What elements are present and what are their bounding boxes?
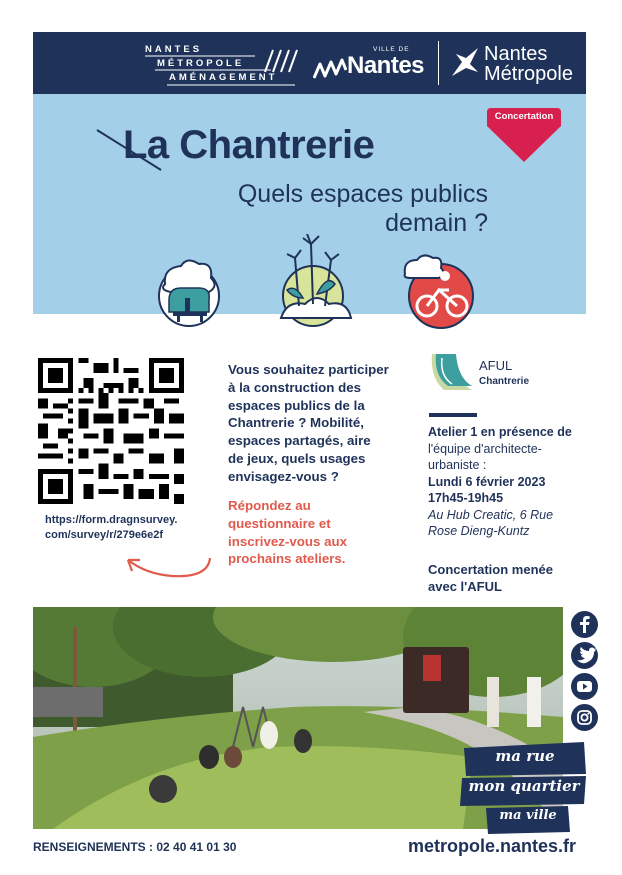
intro-line: espaces publics de la: [228, 397, 365, 413]
page-title: La Chantrerie: [123, 123, 375, 167]
header-banner: [33, 32, 586, 94]
tag-mon-quartier: mon quartier: [468, 777, 580, 795]
concertation-note: [428, 561, 588, 595]
nantes-waves-icon: [313, 58, 347, 82]
subtitle-line-2: demain ?: [385, 209, 488, 237]
ville-de-nantes-logo: [313, 44, 433, 84]
cta-line: Répondez au: [228, 498, 311, 513]
qr-code-icon[interactable]: [38, 358, 184, 504]
cta-line: questionnaire et: [228, 515, 331, 531]
atelier-line: Atelier 1 en présence de: [428, 425, 572, 439]
aful-sub: Chantrerie: [479, 376, 530, 387]
logo-divider: [438, 41, 439, 85]
nma-line-3: AMÉNAGEMENT: [169, 72, 278, 83]
nma-logo: [145, 42, 293, 86]
atelier-block: [428, 424, 588, 540]
cyclist-illustration-icon: [401, 250, 483, 334]
survey-url-line-1[interactable]: https://form.dragnsurvey.: [45, 514, 178, 526]
curved-arrow-icon: [120, 540, 220, 582]
atelier-place-line: Au Hub Creatic, 6 Rue: [428, 507, 554, 522]
intro-line: à la construction des: [228, 379, 362, 395]
nm-line-2: Métropole: [484, 63, 573, 85]
survey-url[interactable]: [45, 513, 177, 543]
cta-line: inscrivez-vous aux: [228, 533, 347, 549]
atelier-line: urbaniste :: [428, 458, 487, 472]
concertation-line: avec l'AFUL: [428, 579, 502, 594]
hero-panel: [33, 94, 586, 314]
instagram-icon[interactable]: [571, 704, 598, 731]
atelier-line: l'équipe d'architecte-: [428, 441, 542, 456]
nantes-metropole-logo: [448, 40, 588, 88]
cta-line: prochains ateliers.: [228, 551, 346, 567]
tree-bench-illustration-icon: [151, 254, 231, 334]
intro-line: Chantrerie ? Mobilité,: [228, 415, 364, 431]
aful-name: AFUL: [479, 358, 513, 373]
youtube-icon[interactable]: [571, 673, 598, 700]
nma-line-1: NANTES: [145, 44, 203, 55]
concertation-badge: Concertation: [494, 111, 554, 122]
ville-de-label: VILLE DE: [373, 46, 410, 53]
facebook-icon[interactable]: [571, 611, 598, 638]
website-link[interactable]: metropole.nantes.fr: [407, 836, 576, 856]
tag-ma-rue: ma rue: [495, 747, 555, 765]
section-rule: [429, 413, 477, 417]
subtitle-line-1: Quels espaces publics: [237, 180, 488, 208]
survey-url-line-2[interactable]: com/survey/r/279e6e2f: [45, 529, 164, 541]
atelier-time: 17h45-19h45: [428, 491, 504, 505]
atelier-date: Lundi 6 février 2023: [428, 474, 546, 489]
intro-line: envisagez-vous ?: [228, 468, 339, 484]
intro-line: espaces partagés, aire: [228, 433, 371, 449]
atelier-place-line: Rose Dieng-Kuntz: [428, 524, 530, 538]
intro-line: Vous souhaitez participer: [228, 362, 389, 377]
nma-line-2: MÉTROPOLE: [157, 58, 245, 69]
intro-line: de jeux, quels usages: [228, 450, 366, 466]
aful-logo-icon: [428, 352, 474, 392]
nma-grid-icon: [145, 42, 305, 90]
cta-text: [228, 497, 418, 568]
tag-ma-ville: ma ville: [499, 808, 557, 823]
nm-line-1: Nantes: [484, 43, 548, 65]
star-ship-icon: [448, 46, 482, 80]
concertation-line: Concertation menée: [428, 562, 553, 577]
twitter-icon[interactable]: [571, 642, 598, 669]
nantes-wordmark: Nantes: [347, 52, 425, 79]
renseignements-phone[interactable]: RENSEIGNEMENTS : 02 40 41 01 30: [33, 840, 237, 854]
intro-text: [228, 361, 418, 486]
plants-illustration-icon: [273, 234, 359, 334]
